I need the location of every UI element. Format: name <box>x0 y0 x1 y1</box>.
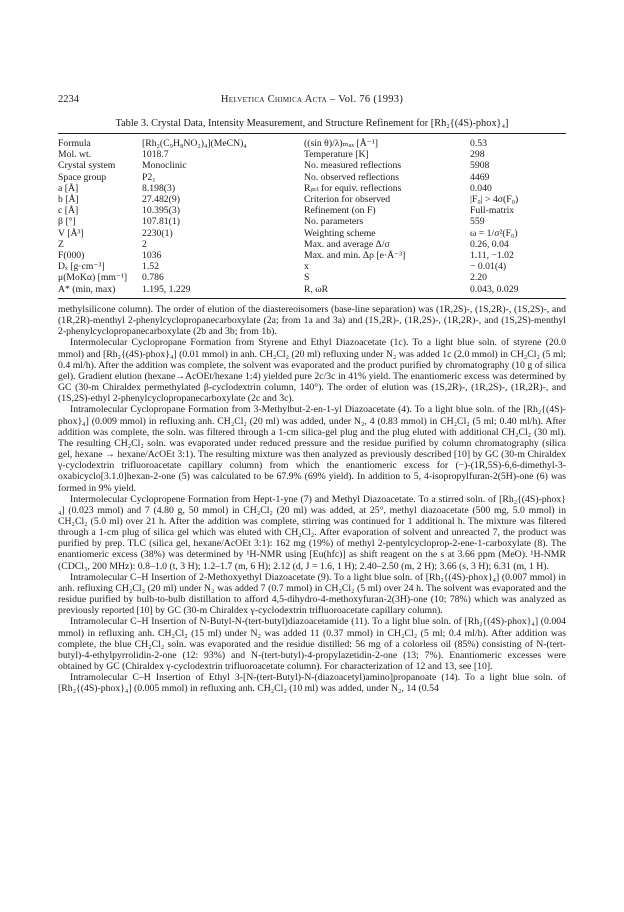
table-cell: |F₀| > 4σ(F₀) <box>470 194 519 206</box>
body-paragraph: Intramolecular C–H Insertion of 2-Methoxyethyl Diazoacetate (9). To a light blue soln. of [Rh₂{(4S)-phox}₄] (0.007 mmol) in anh. refluxing CH₂Cl₂ (20 ml) under N₂ was added 7 (0.7 mmol) in CH₂Cl₂ (5 ml) over 24 h. The solvent was evaporated and the residue purified by bulb-to-bulb distillation to afford 4,5-dihydro-4-methoxyfuran-2(3H)-one (10; 78%) which was analyzed as previously reported [10] by GC (30-m Chiraldex γ-cyclodextrin trifluoroacetate capillary column). <box>58 571 566 617</box>
table-cell: Monoclinic <box>142 160 187 172</box>
table-row <box>58 216 566 227</box>
table-bottom-rule <box>58 298 566 299</box>
table-cell: 1.195, 1.229 <box>142 283 191 295</box>
table-row <box>58 194 566 205</box>
table-cell: Space group <box>58 171 107 183</box>
table-top-rule <box>58 133 566 134</box>
table-cell: 5908 <box>470 160 490 172</box>
body-paragraph: Intramolecular C–H Insertion of Ethyl 3-[N-(tert-Butyl)-N-(diazoacetyl)amino]propanoate (14). To a light blue soln. of [Rh₂{(4S)-phox}₄] (0.005 mmol) in refluxing anh. CH₂Cl₂ (10 ml) was added, under N₂, 14 (0.54 <box>58 672 566 695</box>
table-cell: 8.198(3) <box>142 182 176 194</box>
crystal-data-table <box>58 138 566 295</box>
table-row <box>58 138 566 149</box>
table-cell: 2230(1) <box>142 227 173 239</box>
table-cell: 2 <box>142 238 147 250</box>
table-cell: 107.81(1) <box>142 216 180 228</box>
body-paragraph: methylsilicone column). The order of elution of the diastereoisomers (base-line separation) was (1R,2S)-, (1S,2R)-, (1S,2S)-, and (1R,2R)-menthyl 2-phenylcyclopropanecarboxylate (2a; from 1a and 3a) and (1S,2R)-, (1R,2S)-, (1R,2R)-, and (1S,2S)-menthyl 2-phenylcyclopropanecarboxylate (2b and 3b; from 1b). <box>58 304 566 338</box>
table-cell: 4469 <box>470 171 490 183</box>
table-cell: S <box>304 272 310 284</box>
table-row <box>58 149 566 160</box>
body-paragraph: Intramolecular C–H Insertion of N-Butyl-N-(tert-butyl)diazoacetamide (11). To a light blue soln. of [Rh₂{(4S)-phox}₄] (0.004 mmol) in refluxing anh. CH₂Cl₂ (15 ml) under N₂ was added 11 (0.37 mmol) in CH₂Cl₂ (5 ml; 0.4 ml/h). After addition was complete, the blue CH₂Cl₂ soln. was evaporated and the residue distilled: 56 mg of a colorless oil (85%) consisting of N-(tert-butyl)-4-ethylpyrrolidin-2-one (12: 93%) and N-(tert-butyl)-4-propylazetidin-2-one (13; 7%). Enantiomeric excesses were obtained by GC (Chiraldex γ-cyclodextrin trifluoroacetate column). For characterization of 12 and 13, see [10]. <box>58 616 566 672</box>
table-row <box>58 261 566 272</box>
journal-name: Helvetica Chimica Acta <box>220 94 327 105</box>
body-paragraph: Intermolecular Cyclopropene Formation from Hept-1-yne (7) and Methyl Diazoacetate. To a stirred soln. of [Rh₂{(4S)-phox}₄] (0.023 mmol) and 7 (4.80 g, 50 mmol) in CH₂Cl₂ (20 ml) was added, at 25°, methyl diazoacetate (500 mg, 5.0 mmol) in CH₂Cl₂ (5.0 ml) over 21 h. After the addition was complete, stirring was continued for 1 additional h. The mixture was filtered through a 1-cm plug of silica gel which was eluted with CH₂Cl₂. After evaporation of solvent and unreacted 7, the product was purified by prep. TLC (silica gel, hexane/AcOEt 3:1): 162 mg (19%) of methyl 2-pentylcycloprop-2-ene-1-carboxylate (8). The enantiomeric excess (38%) was determined by ¹H-NMR using [Eu(hfc)] as shift reagent on the s at 3.66 ppm (MeO). ¹H-NMR (CDCl₃, 200 MHz): 0.8–1.0 (t, 3 H); 1.2–1.7 (m, 6 H); 2.12 (d, J = 1.6, 1 H); 2.40–2.50 (m, 2 H); 3.66 (s, 3 H); 6.31 (m, 1 H). <box>58 493 566 572</box>
table-row <box>58 228 566 239</box>
table-row <box>58 284 566 295</box>
table-cell: 559 <box>470 216 485 228</box>
table-cell: Full-matrix <box>470 205 515 217</box>
table-cell: 0.040 <box>470 182 492 194</box>
table-cell: R, ωR <box>304 283 329 295</box>
table-cell: ω = 1/σ²(F₀) <box>470 227 518 239</box>
body-paragraph: Intramolecular Cyclopropane Formation from 3-Methylbut-2-en-1-yl Diazoacetate (4). To a light blue soln. of the [Rh₂{(4S)-phox}₄] (0.009 mmol) in refluxing anh. CH₂Cl₂ (20 ml) was added, under N₂, 4 (0.83 mmol) in CH₂Cl₂ (5 ml; 0.40 ml/h). After addition was complete, the soln. was filtered through a 1-cm silica-gel plug and the plug eluted with additional CH₂Cl₂ (30 ml). The resulting CH₂Cl₂ soln. was evaporated under reduced pressure and the residue purified by column chromatography (silica gel, hexane → hexane/AcOEt 3:1). The resulting mixture was then analyzed as previously described [10] by GC (30-m Chiraldex γ-cyclodextrin trifluoroacetate capillary column) from which the enantiomeric excess for (−)-(1R,5S)-6,6-dimethyl-3-oxabicyclo[3.1.0]hexan-2-one (5) was calculated to be 67.9% (69% yield). In addition to 5, 4-isopropylfuran-2(5H)-one (6) was formed in 9% yield. <box>58 404 566 494</box>
body-text <box>58 304 566 694</box>
table-cell: β [°] <box>58 216 76 228</box>
table-row <box>58 183 566 194</box>
table-cell: Formula <box>58 138 91 149</box>
table-row <box>58 250 566 261</box>
table-cell: A* (min, max) <box>58 283 116 295</box>
table-cell: b [Å] <box>58 194 79 206</box>
table-cell: 1.11, −1.02 <box>470 250 514 262</box>
table-cell: 0.53 <box>470 138 487 149</box>
table-cell: Rᵢₙₜ for equiv. reflections <box>304 182 402 194</box>
table-cell: ((sin θ)/λ)ₘₐₓ [Å⁻¹] <box>304 138 378 149</box>
table-row <box>58 239 566 250</box>
table-cell: Temperature [K] <box>304 149 369 161</box>
table-cell: No. parameters <box>304 216 364 228</box>
table-row <box>58 160 566 171</box>
table-cell: 1036 <box>142 250 162 262</box>
table-cell: c [Å] <box>58 205 79 217</box>
page-number: 2234 <box>58 94 79 105</box>
table-cell: [Rh₂(C₉H₈NO₂)₄](MeCN)₄ <box>142 138 247 149</box>
table-cell: 2.20 <box>470 272 487 284</box>
table-cell: 1018.7 <box>142 149 169 161</box>
table-cell: 27.482(9) <box>142 194 180 206</box>
table-cell: μ(MoKα) [mm⁻¹] <box>58 272 128 284</box>
table-cell: x <box>304 261 309 273</box>
table-cell: 1.52 <box>142 261 159 273</box>
journal-volume: – Vol. 76 (1993) <box>329 94 404 105</box>
table-caption: Table 3. Crystal Data, Intensity Measurement, and Structure Refinement for [Rh₂{(4S)-phox}₄] <box>115 118 509 129</box>
table-cell: F(000) <box>58 250 85 262</box>
table-cell: 298 <box>470 149 485 161</box>
table-cell: Weighting scheme <box>304 227 376 239</box>
table-cell: Mol. wt. <box>58 149 92 161</box>
table-cell: V [Å³] <box>58 227 84 239</box>
table-cell: Refinement (on F) <box>304 205 376 217</box>
table-cell: − 0.01(4) <box>470 261 507 273</box>
journal-title <box>58 94 566 105</box>
table-cell: Criterion for observed <box>304 194 391 206</box>
table-row <box>58 172 566 183</box>
table-cell: No. measured reflections <box>304 160 402 172</box>
table-cell: 0.043, 0.029 <box>470 283 519 295</box>
table-row <box>58 272 566 283</box>
table-cell: a [Å] <box>58 182 79 194</box>
table-cell: No. observed reflections <box>304 171 399 183</box>
table-cell: 0.26, 0.04 <box>470 238 509 250</box>
table-row <box>58 205 566 216</box>
table-cell: Crystal system <box>58 160 116 172</box>
table-cell: Dₓ [g·cm⁻³] <box>58 261 105 273</box>
running-header <box>58 94 566 110</box>
table-cell: 0.786 <box>142 272 164 284</box>
table-cell: Max. and average Δ/σ <box>304 238 390 250</box>
table-cell: Z <box>58 238 64 250</box>
table-cell: 10.395(3) <box>142 205 180 217</box>
table-cell: P2₁ <box>142 171 156 183</box>
body-paragraph: Intermolecular Cyclopropane Formation from Styrene and Ethyl Diazoacetate (1c). To a light blue soln. of styrene (20.0 mmol) and [Rh₂{(4S)-phox}₄] (0.01 mmol) in anh. CH₂Cl₂ (20 ml) refluxing under N₂ was added 1c (2.0 mmol) in CH₂Cl₂ (5 ml; 0.4 ml/h). After the addition was complete, the solvent was evaporated and the product purified by chromatography (10 g of silica gel). Gradient elution (hexane→AcOEt/hexane 1:4) yielded pure 2c/3c in 41% yield. The enantiomeric excess was determined by GC (30-m Chiraldex permethylated β-cyclodextrin column, 140°). The order of elution was (1S,2R)-, (1R,2S)-, (1R,2R)-, and (1S,2S)-ethyl 2-phenylcyclopropanecarboxylate (2c and 3c). <box>58 337 566 405</box>
table-cell: Max. and min. Δρ [e·Å⁻³] <box>304 250 406 262</box>
